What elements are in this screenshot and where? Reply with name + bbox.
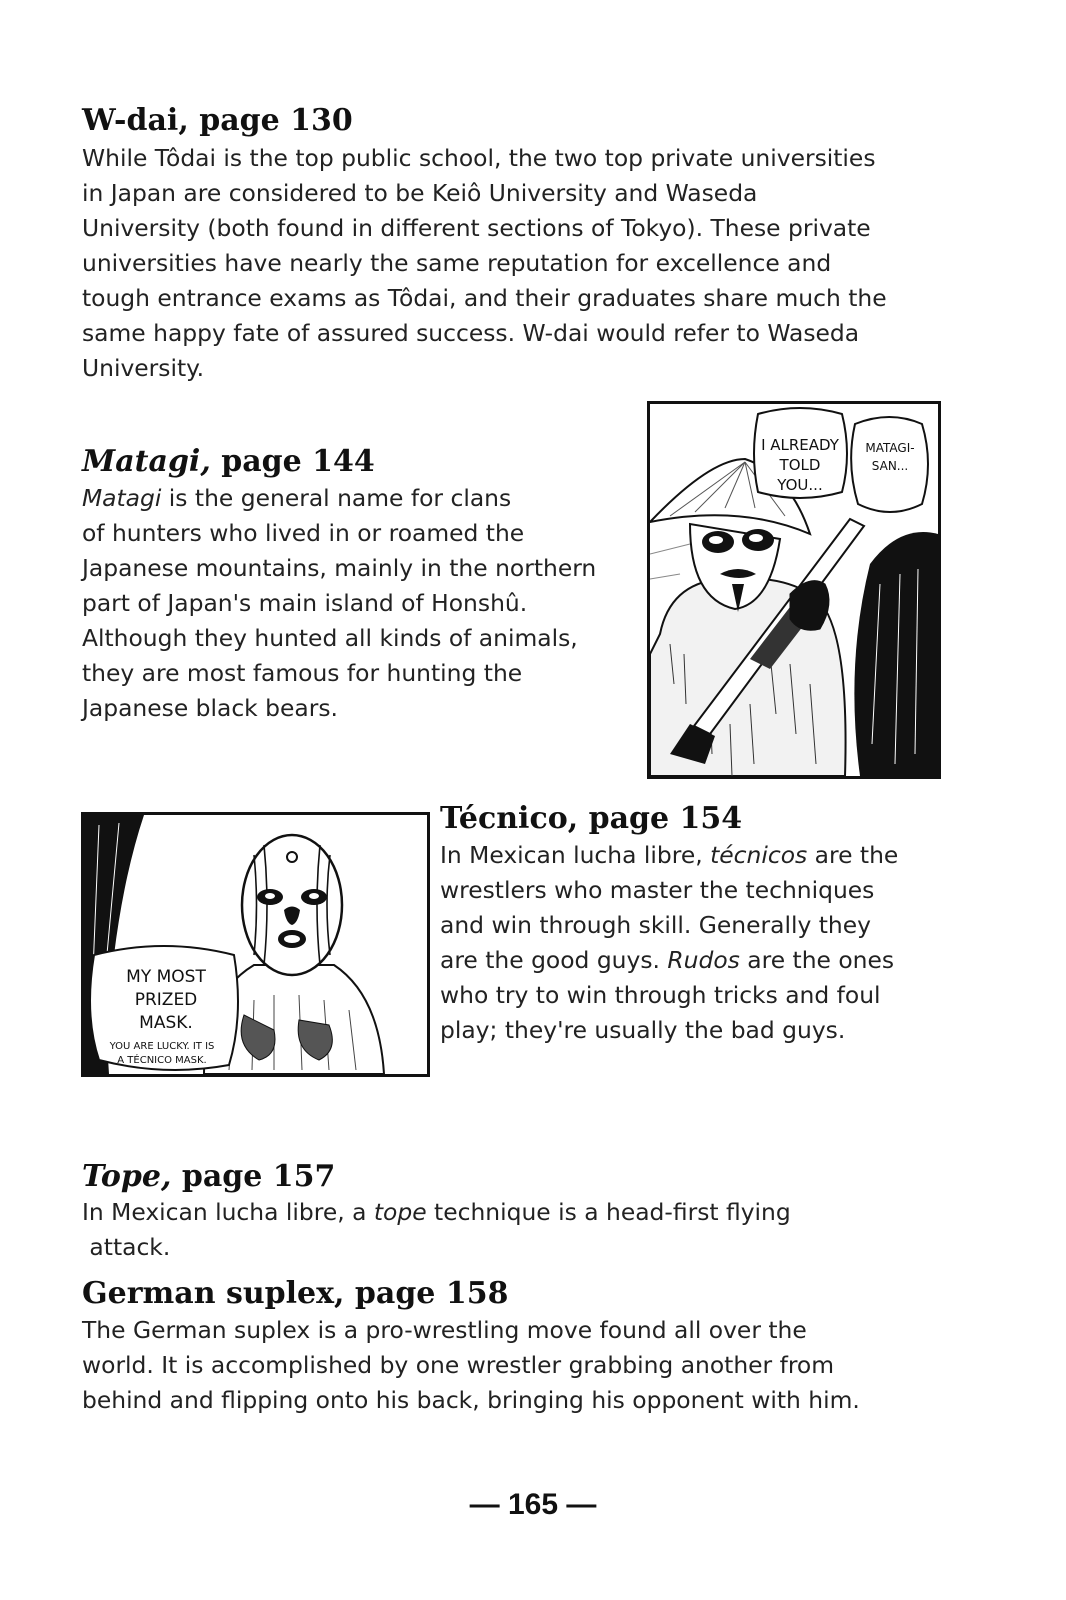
text-line: behind and flipping onto his back, bringing his opponent with him.	[82, 1386, 860, 1414]
entry-body-suplex	[82, 1313, 860, 1418]
page-ref: page 144	[221, 444, 375, 479]
italic-term: tope	[373, 1198, 427, 1226]
text-line	[440, 838, 898, 873]
text-line: attack.	[82, 1233, 171, 1261]
bubble-small-text: YOU ARE LUCKY. IT IS	[109, 1041, 215, 1052]
text-run: are the	[807, 841, 899, 869]
text-line: University (both found in different sections of Tokyo). These private	[82, 214, 871, 242]
bubble-text: MATAGI-	[865, 441, 915, 455]
text-run: are the ones	[739, 946, 895, 974]
bubble-text: MY MOST	[126, 967, 206, 987]
entry-body-tope	[82, 1195, 791, 1265]
page-ref: page 158	[354, 1276, 509, 1311]
term: W-dai,	[82, 103, 189, 138]
text-line: and win through skill. Generally they	[440, 911, 871, 939]
entry-heading-wdai	[82, 104, 353, 138]
manga-panel-matagi	[647, 401, 941, 779]
text-line: in Japan are considered to be Keiô University and Waseda	[82, 179, 758, 207]
text-line: they are most famous for hunting the	[82, 659, 523, 687]
text-run: In Mexican lucha libre,	[440, 841, 711, 869]
text-line: universities have nearly the same reputation for excellence and	[82, 249, 832, 277]
term: German suplex,	[82, 1276, 345, 1311]
entry-heading-tope	[82, 1160, 335, 1194]
bubble-text: SAN...	[871, 459, 909, 473]
entry-heading-matagi	[82, 445, 375, 479]
text-line: part of Japan's main island of Honshû.	[82, 589, 528, 617]
text-line	[82, 481, 596, 516]
entry-body-matagi	[82, 481, 596, 726]
page-number: — 165 —	[469, 1488, 597, 1521]
text-line: University.	[82, 354, 205, 382]
text-line	[440, 943, 898, 978]
italic-term: Matagi	[82, 484, 162, 512]
text-line: Although they hunted all kinds of animals,	[82, 624, 578, 652]
bubble-text: MASK.	[139, 1013, 193, 1033]
entry-heading-tecnico	[440, 802, 742, 836]
manga-panel-mask	[81, 812, 430, 1077]
bubble-text: I ALREADY	[761, 436, 839, 454]
text-run: are the good guys.	[440, 946, 668, 974]
text-run: technique is a head-first flying	[426, 1198, 791, 1226]
page-ref: page 154	[588, 801, 743, 836]
bubble-text: PRIZED	[134, 990, 198, 1010]
text-line: The German suplex is a pro-wrestling move found all over the	[82, 1316, 807, 1344]
bubble-text: TOLD	[779, 456, 821, 474]
text-line: Japanese black bears.	[82, 694, 338, 722]
entry-body-tecnico	[440, 838, 898, 1048]
page-ref: page 157	[181, 1159, 336, 1194]
entry-heading-suplex	[82, 1277, 508, 1311]
text-line: of hunters who lived in or roamed the	[82, 519, 525, 547]
text-run: is the general name for clans	[161, 484, 512, 512]
bubble-small-text: A TÉCNICO MASK.	[117, 1055, 207, 1066]
term: Matagi,	[82, 444, 211, 479]
text-line: play; they're usually the bad guys.	[440, 1016, 846, 1044]
text-line: world. It is accomplished by one wrestler grabbing another from	[82, 1351, 835, 1379]
matagi-illustration	[650, 404, 938, 776]
entry-body-wdai	[82, 141, 887, 386]
text-line: wrestlers who master the techniques	[440, 876, 875, 904]
term: Técnico,	[440, 801, 579, 836]
italic-term: técnicos	[710, 841, 808, 869]
text-line: Japanese mountains, mainly in the northern	[82, 554, 597, 582]
text-run: In Mexican lucha libre, a	[82, 1198, 374, 1226]
text-line	[82, 1195, 791, 1230]
text-line: same happy fate of assured success. W-dai would refer to Waseda	[82, 319, 860, 347]
bubble-text: YOU...	[777, 476, 823, 494]
italic-term: Rudos	[667, 946, 740, 974]
text-line: While Tôdai is the top public school, the two top private universities	[82, 144, 876, 172]
mask-illustration	[84, 815, 427, 1074]
text-line: who try to win through tricks and foul	[440, 981, 881, 1009]
text-line: tough entrance exams as Tôdai, and their graduates share much the	[82, 284, 887, 312]
term: Tope,	[82, 1159, 172, 1194]
page-ref: page 130	[199, 103, 353, 138]
